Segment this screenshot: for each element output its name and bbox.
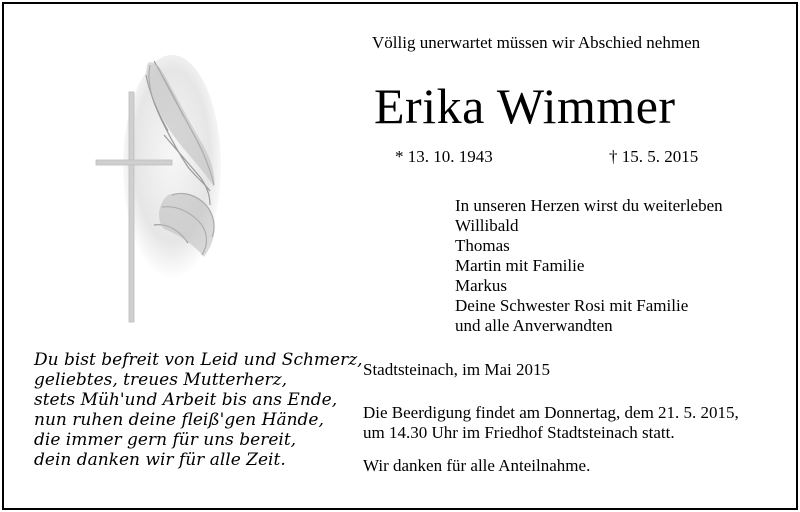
mourners-list	[455, 196, 723, 336]
mourners-line: Deine Schwester Rosi mit Familie	[455, 296, 689, 315]
funeral-line: Die Beerdigung findet am Donnertag, dem 21. 5. 2015,	[363, 403, 739, 422]
mourners-line: Thomas	[455, 236, 510, 255]
funeral-line: um 14.30 Uhr im Friedhof Stadtsteinach statt.	[363, 423, 675, 442]
memorial-poem	[34, 350, 363, 470]
poem-line: dein danken wir für alle Zeit.	[34, 450, 286, 470]
poem-line: nun ruhen deine fleiß'gen Hände,	[34, 410, 324, 430]
mourners-line: In unseren Herzen wirst du weiterleben	[455, 196, 723, 215]
poem-line: die immer gern für uns bereit,	[34, 430, 297, 450]
mourners-line: Markus	[455, 276, 507, 295]
place-date: Stadtsteinach, im Mai 2015	[363, 360, 550, 379]
mourners-line: Willibald	[455, 216, 519, 235]
deceased-name: Erika Wimmer	[374, 78, 676, 134]
death-date: † 15. 5. 2015	[609, 147, 699, 166]
intro-line: Völlig unerwartet müssen wir Abschied nehmen	[372, 33, 701, 52]
poem-line: geliebtes, treues Mutterherz,	[34, 370, 288, 390]
poem-line: Du bist befreit von Leid und Schmerz,	[34, 350, 363, 370]
poem-line: stets Müh'und Arbeit bis ans Ende,	[34, 390, 338, 410]
funeral-info	[363, 403, 739, 443]
birth-date: * 13. 10. 1943	[395, 147, 493, 166]
mourners-line: und alle Anverwandten	[455, 316, 613, 335]
cross-with-praying-hands-icon	[92, 45, 232, 325]
thanks-line: Wir danken für alle Anteilnahme.	[363, 456, 591, 475]
mourners-line: Martin mit Familie	[455, 256, 585, 275]
